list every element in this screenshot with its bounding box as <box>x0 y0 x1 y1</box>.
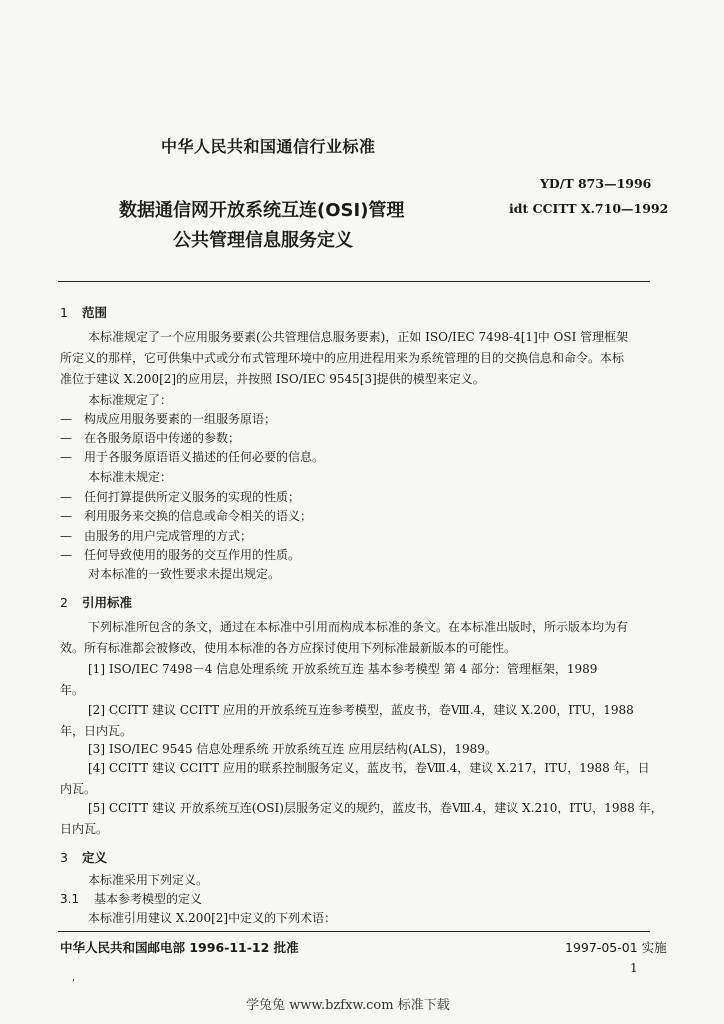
document-title-line1: 数据通信网开放系统互连(OSI)管理 <box>119 200 405 221</box>
section2-number: 2 <box>60 595 68 610</box>
section3-1-heading: 3.1 基本参考模型的定义 <box>60 892 203 906</box>
section3-1-text: 本标准引用建议 X.200[2]中定义的下列术语： <box>88 911 337 925</box>
section1-heading <box>60 303 107 321</box>
not-specifies-item: — 利用服务来交换的信息或命令相关的语义； <box>60 509 313 523</box>
section2-title: 引用标准 <box>82 595 133 610</box>
document-title-line2: 公共管理信息服务定义 <box>173 230 353 251</box>
section3-intro: 本标准采用下列定义。 <box>88 873 209 887</box>
implementation-date: 1997-05-01 实施 <box>565 940 667 955</box>
idt-reference: idt CCITT X.710—1992 <box>509 201 669 216</box>
reference-3-line1: [3] ISO/IEC 9545 信息处理系统 开放系统互连 应用层结构(ALS)，1989。 <box>88 742 497 756</box>
reference-5-line2: 日内瓦。 <box>60 822 109 836</box>
section2-heading <box>60 593 132 611</box>
not-specifies-item: — 任何导致使用的服务的交互作用的性质。 <box>60 548 301 562</box>
section1-title: 范围 <box>82 305 108 320</box>
section3-heading <box>60 848 107 866</box>
reference-5-line1: [5] CCITT 建议 开放系统互连(OSI)层服务定义的规约，蓝皮书，卷Ⅷ.4，建议 X.210，ITU，1988 年， <box>88 801 663 815</box>
national-standard-title: 中华人民共和国通信行业标准 <box>161 137 376 156</box>
section1-para-line3: 准位于建议 X.200[2]的应用层，并按照 ISO/IEC 9545[3]提供的模型来定义。 <box>60 372 485 386</box>
reference-2-line2: 年，日内瓦。 <box>60 724 133 738</box>
header-rule <box>58 281 650 282</box>
not-specifies-item: — 任何打算提供所定义服务的实现的性质； <box>60 490 301 504</box>
section2-para-line2: 效。所有标准都会被修改，使用本标准的各方应探讨使用下列标准最新版本的可能性。 <box>60 641 517 655</box>
standard-number: YD/T 873—1996 <box>540 176 652 191</box>
reference-2-line1: [2] CCITT 建议 CCITT 应用的开放系统互连参考模型，蓝皮书，卷Ⅷ.4，建议 X.200，ITU，1988 <box>88 703 634 717</box>
conformance-note: 对本标准的一致性要求未提出规定。 <box>88 567 281 581</box>
reference-1-line2: 年。 <box>60 683 85 697</box>
section1-para-line1: 本标准规定了一个应用服务要素(公共管理信息服务要素)，正如 ISO/IEC 7498-4[1]中 OSI 管理框架 <box>88 330 629 344</box>
stray-mark: , <box>72 972 76 983</box>
reference-1-line1: [1] ISO/IEC 7498－4 信息处理系统 开放系统互连 基本参考模型 第 4 部分：管理框架，1989 <box>88 662 598 676</box>
approval-note: 中华人民共和国邮电部 1996-11-12 批准 <box>60 940 299 955</box>
not-specifies-intro: 本标准未规定： <box>88 470 173 484</box>
reference-4-line2: 内瓦。 <box>60 782 97 796</box>
specifies-item: — 构成应用服务要素的一组服务原语； <box>60 412 277 426</box>
section3-title: 定义 <box>82 850 108 865</box>
section2-para-line1: 下列标准所包含的条文，通过在本标准中引用而构成本标准的条文。在本标准出版时，所示版本均为有 <box>88 620 629 634</box>
not-specifies-item: — 由服务的用户完成管理的方式； <box>60 529 253 543</box>
watermark-text: 学兔兔 www.bzfxw.com 标准下载 <box>246 998 450 1013</box>
specifies-intro: 本标准规定了： <box>88 393 173 407</box>
section1-para-line2: 所定义的那样，它可供集中式或分布式管理环境中的应用进程用来为系统管理的目的交换信息和命令。本标 <box>60 351 625 365</box>
footer-rule <box>58 931 650 932</box>
reference-4-line1: [4] CCITT 建议 CCITT 应用的联系控制服务定义，蓝皮书，卷Ⅷ.4，建议 X.217，ITU，1988 年，日 <box>88 761 650 775</box>
specifies-item: — 用于各服务原语语义描述的任何必要的信息。 <box>60 450 325 464</box>
specifies-item: — 在各服务原语中传递的参数； <box>60 431 241 445</box>
section3-number: 3 <box>60 850 68 865</box>
section1-number: 1 <box>60 305 68 320</box>
page-number: 1 <box>630 961 638 975</box>
